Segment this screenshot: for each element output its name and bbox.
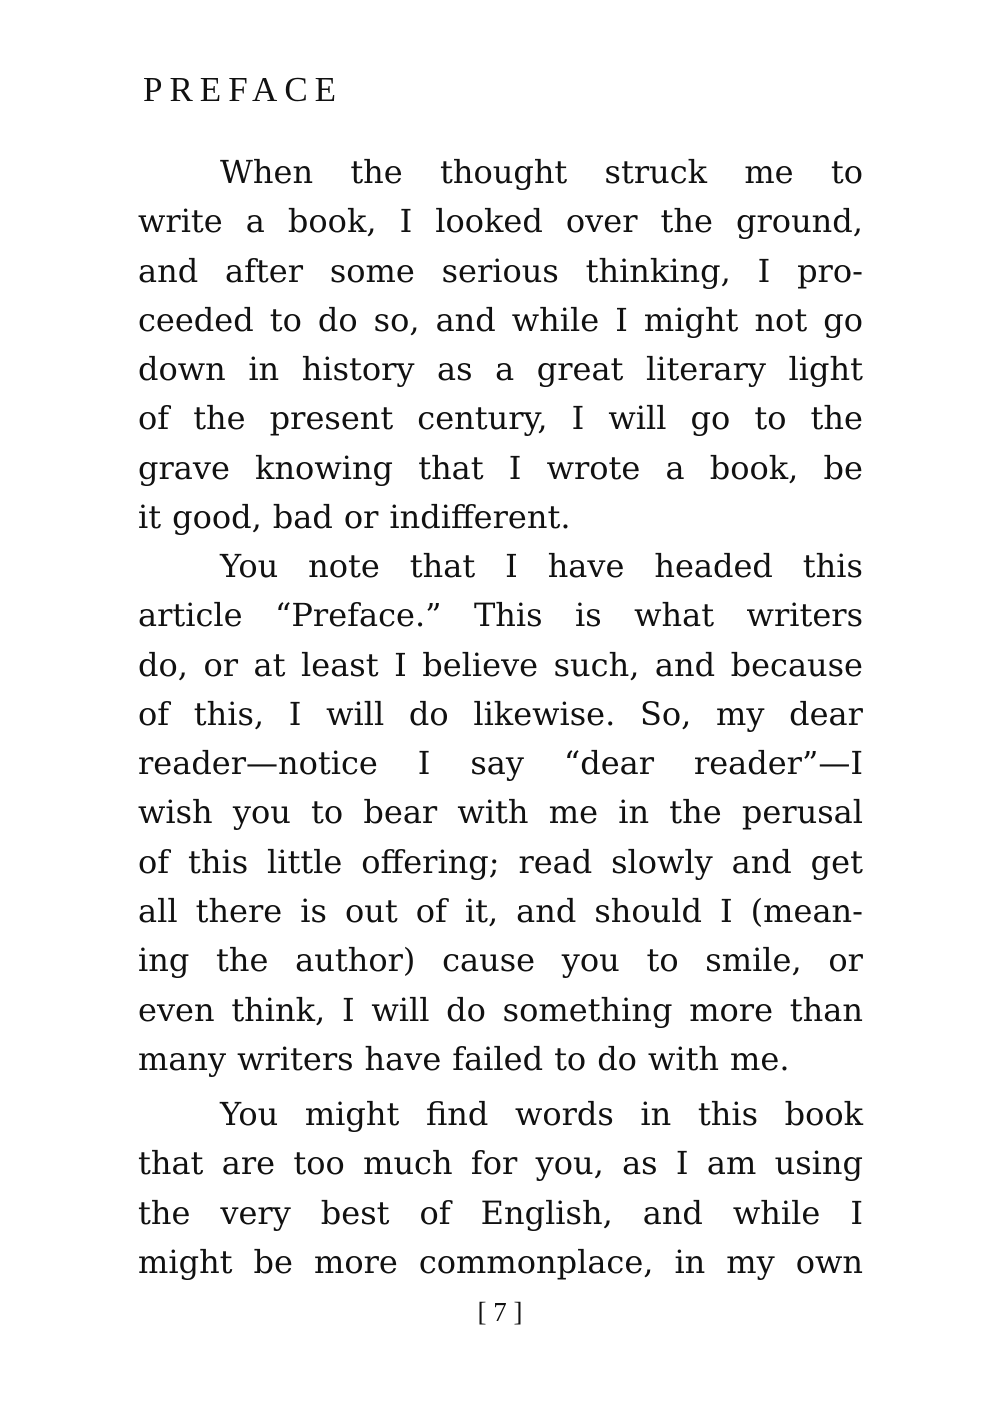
text-line: of the present century, I will go to the xyxy=(138,399,863,438)
text-line: do, or at least I believe such, and because xyxy=(138,645,863,684)
text-line: article “Preface.” This is what writers xyxy=(138,596,863,635)
text-line: the very best of English, and while I xyxy=(138,1193,863,1232)
text-line: wish you to bear with me in the perusal xyxy=(138,793,863,832)
text-line: of this, I will do likewise. So, my dear xyxy=(138,694,863,733)
text-line: ing the author) cause you to smile, or xyxy=(138,941,863,980)
page-number: [ 7 ] xyxy=(477,1297,523,1327)
text-line: and after some serious thinking, I pro- xyxy=(138,251,863,290)
text-line: might be more commonplace, in my own xyxy=(138,1242,863,1281)
text-line: You might find words in this book xyxy=(220,1095,863,1133)
page-heading: PREFACE xyxy=(143,70,344,109)
paragraph-2 xyxy=(138,542,863,1084)
text-line: even think, I will do something more than xyxy=(138,990,863,1029)
text-line: all there is out of it, and should I (mean- xyxy=(138,892,863,931)
text-line: of this little offering; read slowly and get xyxy=(138,842,863,881)
paragraph-1 xyxy=(138,148,863,542)
text-line: that are too much for you, as I am using xyxy=(138,1144,863,1183)
text-line: it good, bad or indifferent. xyxy=(138,498,571,537)
paragraph-3 xyxy=(138,1090,863,1287)
text-line: reader—notice I say “dear reader”—I xyxy=(138,744,863,783)
text-line: You note that I have headed this xyxy=(220,547,863,585)
text-line: When the thought struck me to xyxy=(220,153,863,191)
text-line: write a book, I looked over the ground, xyxy=(138,202,863,241)
text-line: many writers have failed to do with me. xyxy=(138,1039,790,1078)
text-line: down in history as a great literary light xyxy=(138,350,863,389)
text-line: grave knowing that I wrote a book, be xyxy=(138,448,863,487)
text-line: ceeded to do so, and while I might not go xyxy=(138,300,863,339)
